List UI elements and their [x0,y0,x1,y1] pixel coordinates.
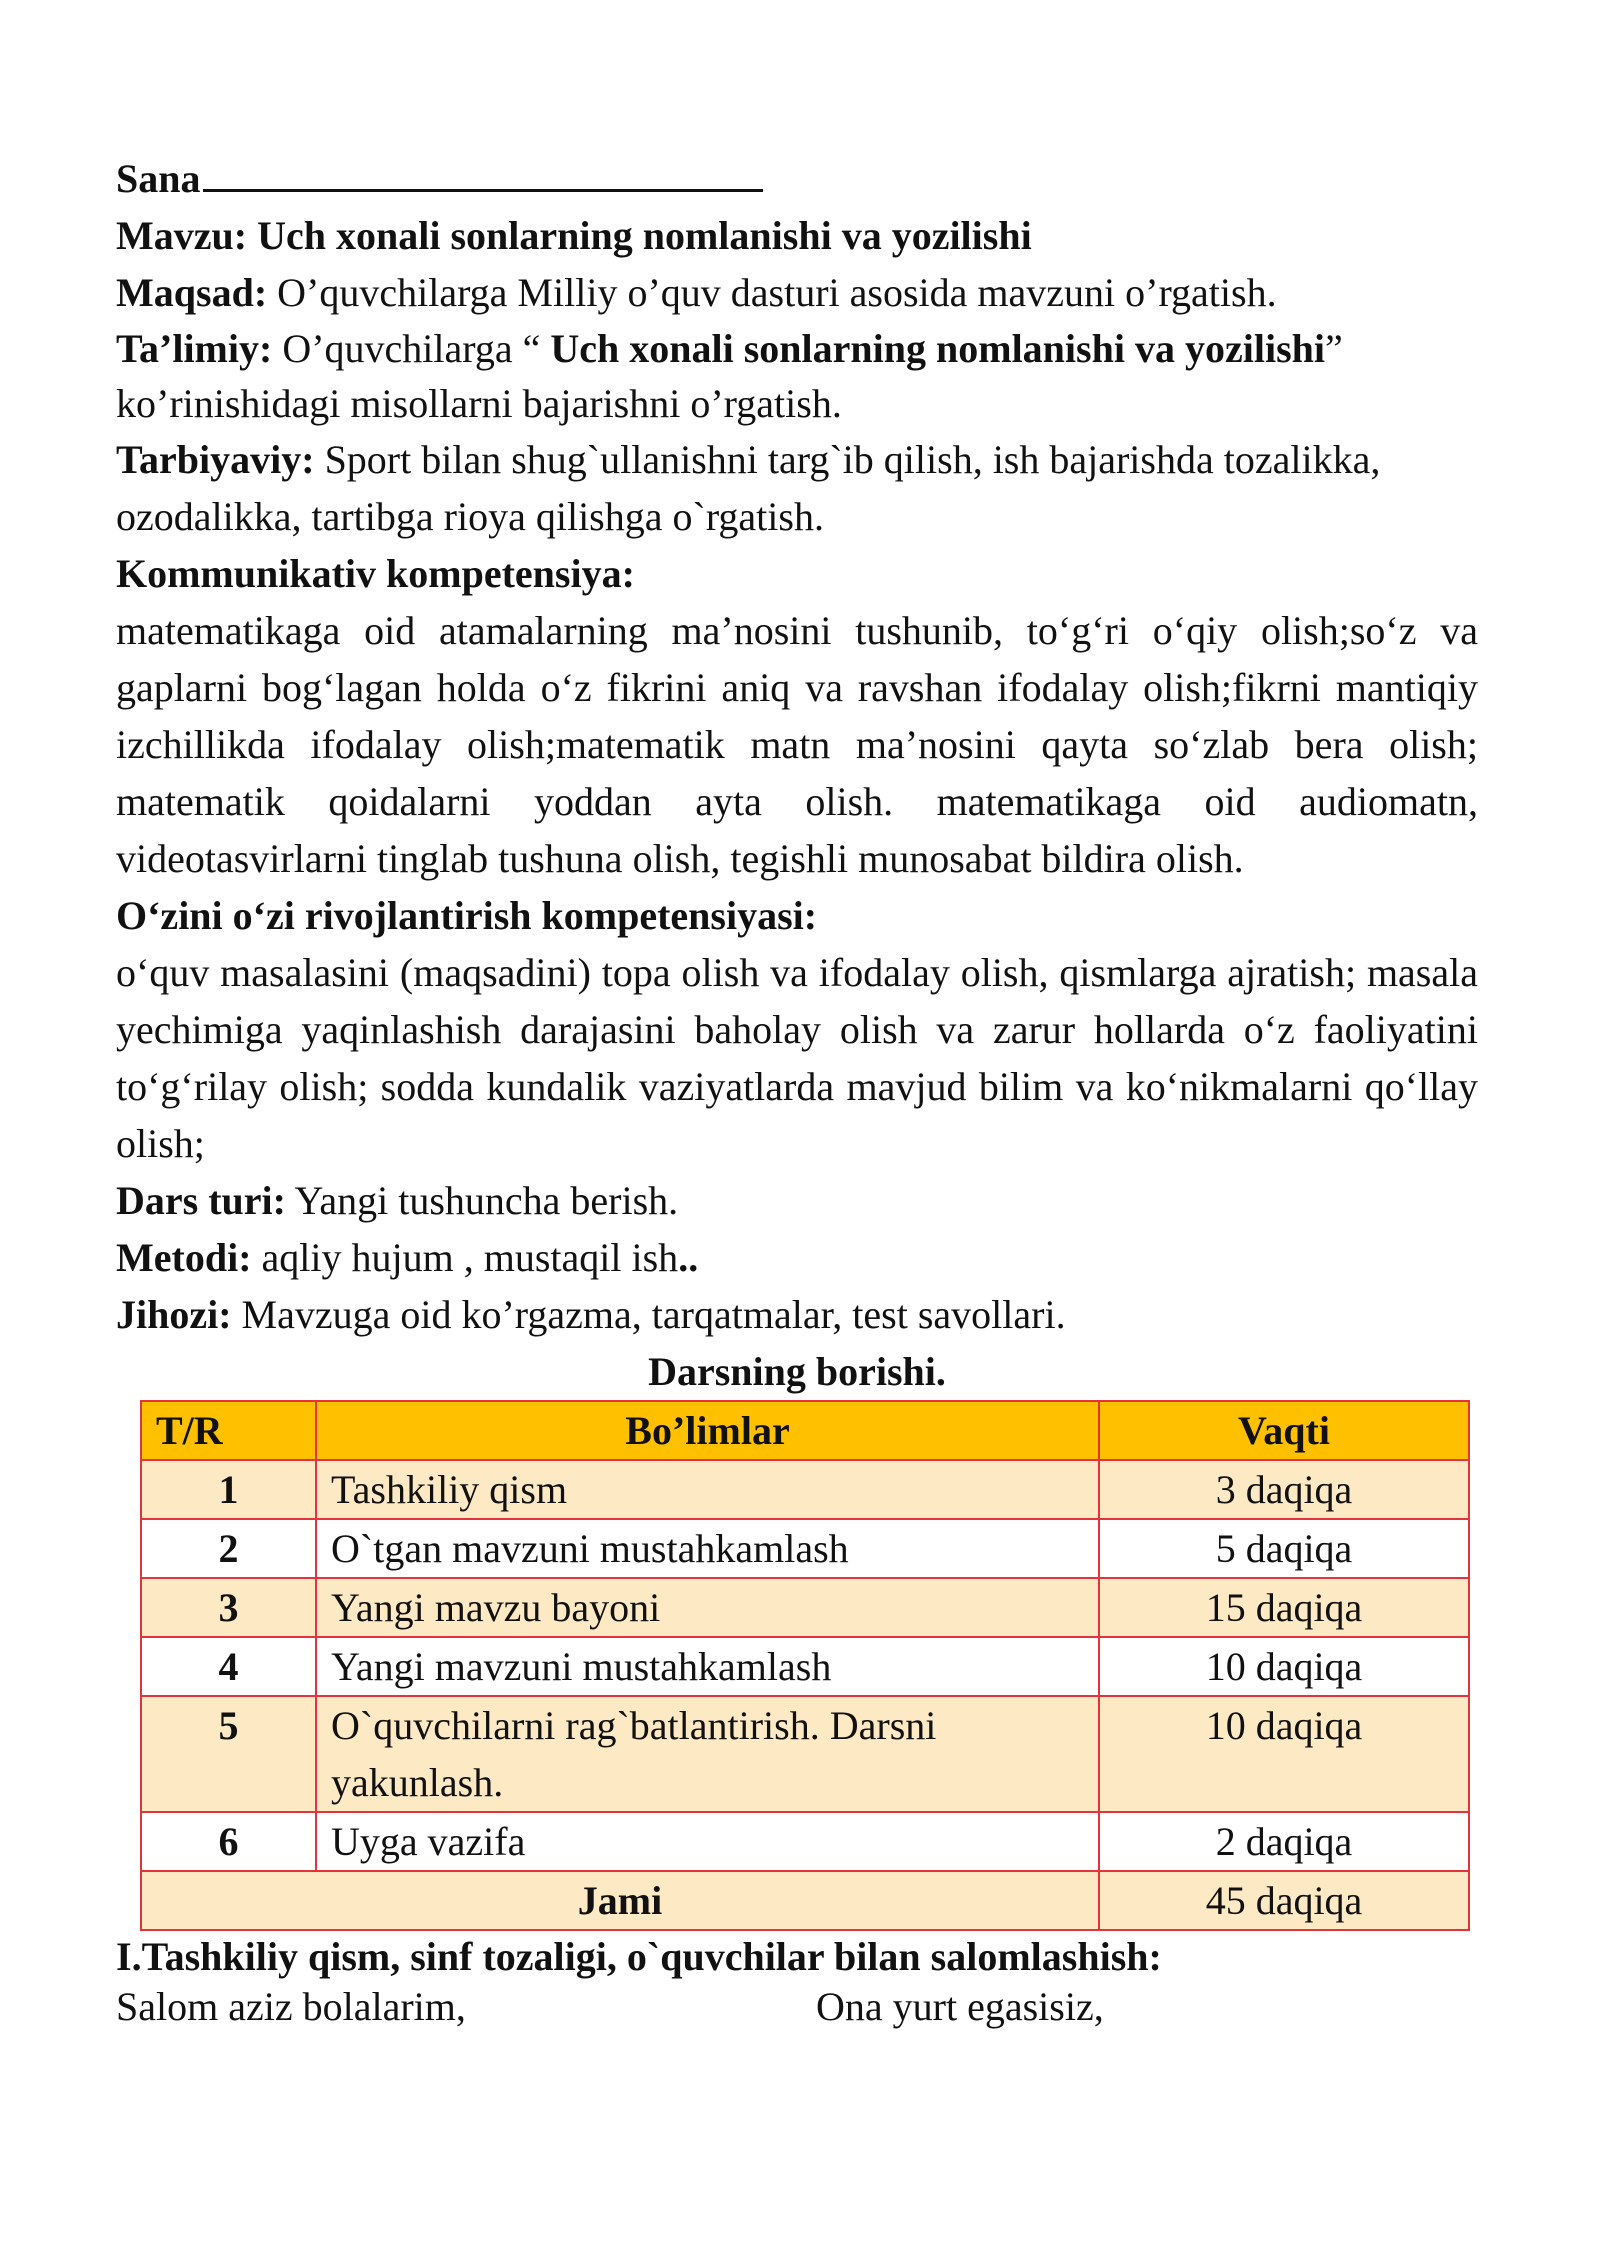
row-time: 5 daqiqa [1099,1519,1469,1578]
total-time: 45 daqiqa [1099,1871,1469,1930]
row-time: 15 daqiqa [1099,1578,1469,1637]
greeting-line [116,1983,1478,2031]
equipment-text: Mavzuga oid ko’rgazma, tarqatmalar, test savollari. [231,1292,1066,1337]
table-row [141,1578,1469,1637]
lesson-plan-page [116,150,1478,2031]
header-tr: T/R [141,1401,316,1460]
educational-text-a: O’quvchilarga “ [272,326,551,371]
row-time: 3 daqiqa [1099,1460,1469,1519]
educational-label: Ta’limiy: [116,326,273,371]
date-blank[interactable] [203,155,763,192]
equipment-line [116,1286,1478,1343]
header-sections: Bo’limlar [316,1401,1099,1460]
selfdev-heading [116,887,1478,944]
topic-text: Uch xonali sonlarning nomlanishi va yozilishi [247,213,1032,258]
table-row [141,1519,1469,1578]
row-number: 6 [141,1812,316,1871]
educational-text-b: ” ko’rinishidagi misollarni bajarishni o’rgatish. [116,326,1343,426]
topic-line [116,207,1478,264]
selfdev-text: o‘quv masalasini (maqsadini) topa olish va ifodalay olish, qismlarga ajratish; masala yechimiga yaqinlashish darajasini baholay olish va zarur hollarda o‘z faoliyatini to‘g‘rilay olish; sodda kundalik vaziyatlarda mavjud bilim va ko‘nikmalarni qo‘llay olish; [116,950,1478,1166]
total-label: Jami [141,1871,1099,1930]
lesson-type-line [116,1172,1478,1229]
goal-label: Maqsad: [116,270,268,315]
table-title-text: Darsning borishi. [648,1349,946,1394]
row-number: 5 [141,1696,316,1812]
communicative-text: matematikaga oid atamalarning ma’nosini tushunib, to‘g‘ri o‘qiy olish;so‘z va gaplarni bog‘lagan holda o‘z fikrini aniq va ravshan ifodalay olish;fikrni mantiqiy izchillikda ifodalay olish;matematik matn ma’nosini qayta so‘zlab bera olish; matematik qoidalarni yoddan ayta olish. matematikaga oid audiomatn, videotasvirlarni tinglab tushuna olish, tegishli munosabat bildira olish. [116,608,1478,881]
goal-line [116,264,1478,321]
row-section: Uyga vazifa [316,1812,1099,1871]
table-total-row [141,1871,1469,1930]
row-section: O`quvchilarni rag`batlantirish. Darsni yakunlash. [316,1696,1099,1812]
selfdev-label: O‘zini o‘zi rivojlantirish kompetensiyasi: [116,893,818,938]
communicative-label: Kommunikativ kompetensiya: [116,551,635,596]
communicative-heading [116,545,1478,602]
table-title [116,1343,1478,1400]
row-section: O`tgan mavzuni mustahkamlash [316,1519,1099,1578]
table-row [141,1637,1469,1696]
table-row [141,1812,1469,1871]
row-section: Yangi mavzuni mustahkamlash [316,1637,1099,1696]
lesson-schedule-table [140,1400,1470,1931]
greeting-right: Ona yurt egasisiz, [816,1984,1104,2029]
upbringing-line [116,431,1478,545]
topic-label: Mavzu: [116,213,248,258]
educational-line [116,321,1478,431]
row-section: Yangi mavzu bayoni [316,1578,1099,1637]
table-row [141,1696,1469,1812]
row-number: 3 [141,1578,316,1637]
equipment-label: Jihozi: [116,1292,232,1337]
section-heading [116,1931,1478,1983]
lesson-type-text: Yangi tushuncha berish. [285,1178,679,1223]
upbringing-text: Sport bilan shug`ullanishni targ`ib qilish, ish bajarishda tozalikka, ozodalikka, tartibga rioya qilishga o`rgatish. [116,437,1381,539]
greeting-left: Salom aziz bolalarim, [116,1984,466,2029]
method-label: Metodi: [116,1235,252,1280]
date-line [116,150,1478,207]
row-time: 10 daqiqa [1099,1696,1469,1812]
lesson-type-label: Dars turi: [116,1178,286,1223]
upbringing-label: Tarbiyaviy: [116,437,315,482]
row-number: 1 [141,1460,316,1519]
table-row [141,1460,1469,1519]
row-time: 10 daqiqa [1099,1637,1469,1696]
table-header-row [141,1401,1469,1460]
method-text: aqliy hujum , mustaqil ish [251,1235,679,1280]
row-section: Tashkiliy qism [316,1460,1099,1519]
row-number: 2 [141,1519,316,1578]
header-time: Vaqti [1099,1401,1469,1460]
goal-text: O’quvchilarga Milliy o’quv dasturi asosida mavzuni o’rgatish. [267,270,1277,315]
educational-topic: Uch xonali sonlarning nomlanishi va yozilishi [550,326,1325,371]
section-heading-text: I.Tashkiliy qism, sinf tozaligi, o`quvchilar bilan salomlashish: [116,1934,1162,1979]
method-tail: .. [678,1235,699,1280]
date-label: Sana [116,156,201,201]
method-line [116,1229,1478,1286]
row-number: 4 [141,1637,316,1696]
row-time: 2 daqiqa [1099,1812,1469,1871]
